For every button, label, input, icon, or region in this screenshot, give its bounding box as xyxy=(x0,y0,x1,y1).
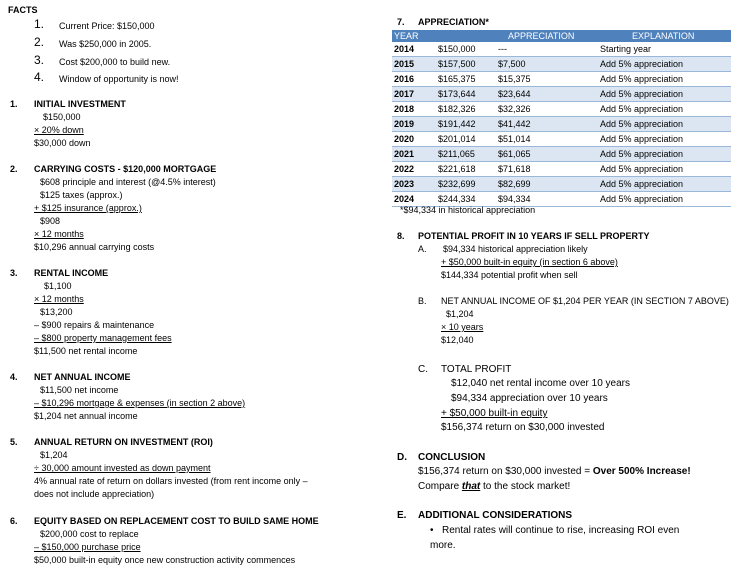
section-5-number: 5. xyxy=(10,437,18,447)
column-header: APPRECIATION xyxy=(496,30,598,42)
section-5-title: ANNUAL RETURN ON INVESTMENT (ROI) xyxy=(34,437,213,447)
section-4-title: NET ANNUAL INCOME xyxy=(34,372,131,382)
column-header: EXPLANATION xyxy=(598,30,731,42)
table-cell: $51,014 xyxy=(496,132,598,147)
section-7-number: 7. xyxy=(397,17,405,27)
section-5-line: $1,204 xyxy=(40,450,68,460)
section-8a-line: $94,334 historical appreciation likely xyxy=(443,244,588,254)
bullet-icon: • xyxy=(430,525,434,536)
table-cell: Add 5% appreciation xyxy=(598,177,731,192)
table-cell: $244,334 xyxy=(436,192,496,207)
section-6-line: – $150,000 purchase price xyxy=(34,542,141,552)
table-cell: Add 5% appreciation xyxy=(598,192,731,207)
section-8-title: POTENTIAL PROFIT IN 10 YEARS IF SELL PROPERTY xyxy=(418,231,650,241)
section-2-line: $125 taxes (approx.) xyxy=(40,190,123,200)
table-cell: $82,699 xyxy=(496,177,598,192)
considerations-line: more. xyxy=(430,540,456,551)
section-3-line: × 12 months xyxy=(34,294,84,304)
section-8c-line: $156,374 return on $30,000 invested xyxy=(441,422,605,433)
fact-number: 4. xyxy=(34,70,45,84)
table-cell: 2017 xyxy=(392,87,436,102)
section-8b-label: B. xyxy=(418,296,427,306)
section-1-title: INITIAL INVESTMENT xyxy=(34,99,126,109)
section-3-line: $11,500 net rental income xyxy=(34,346,138,356)
section-2-number: 2. xyxy=(10,164,18,174)
table-row xyxy=(392,117,731,132)
table-cell: $94,334 xyxy=(496,192,598,207)
section-2-line: $908 xyxy=(40,216,61,226)
table-cell: $157,500 xyxy=(436,57,496,72)
table-cell: $71,618 xyxy=(496,162,598,177)
table-cell: Add 5% appreciation xyxy=(598,147,731,162)
appreciation-footnote: *$94,334 in historical appreciation xyxy=(400,205,536,215)
section-2-line: + $125 insurance (approx.) xyxy=(34,203,142,213)
table-cell: $182,326 xyxy=(436,102,496,117)
table-cell: 2022 xyxy=(392,162,436,177)
conclusion-label: D. xyxy=(397,452,407,463)
table-cell: $61,065 xyxy=(496,147,598,162)
section-1-line: × 20% down xyxy=(34,125,84,135)
section-8c-line: + $50,000 built-in equity xyxy=(441,408,548,419)
table-cell: Add 5% appreciation xyxy=(598,162,731,177)
table-cell: $15,375 xyxy=(496,72,598,87)
table-row xyxy=(392,57,731,72)
section-1-line: $150,000 xyxy=(43,112,81,122)
section-5-line: 4% annual rate of return on dollars invested (from rent income only – xyxy=(34,476,308,486)
facts-title: FACTS xyxy=(8,5,38,15)
section-8c-line: $12,040 net rental income over 10 years xyxy=(451,378,630,389)
section-4-line: $1,204 net annual income xyxy=(34,411,138,421)
section-5-line: does not include appreciation) xyxy=(34,489,155,499)
appreciation-table-header-row xyxy=(392,30,731,42)
section-3-line: – $800 property management fees xyxy=(34,333,172,343)
section-4-line: $11,500 net income xyxy=(40,385,119,395)
section-6-number: 6. xyxy=(10,516,18,526)
table-cell: 2020 xyxy=(392,132,436,147)
fact-number: 3. xyxy=(34,53,45,67)
section-2-line: $608 principle and interest (@4.5% interest) xyxy=(40,177,216,187)
section-8c-label: C. xyxy=(418,364,428,375)
fact-text: Current Price: $150,000 xyxy=(59,21,155,31)
table-row xyxy=(392,177,731,192)
table-row xyxy=(392,132,731,147)
section-8b-line: $12,040 xyxy=(441,335,474,345)
table-cell: $32,326 xyxy=(496,102,598,117)
table-cell: $165,375 xyxy=(436,72,496,87)
section-6-title: EQUITY BASED ON REPLACEMENT COST TO BUILD SAME HOME xyxy=(34,516,319,526)
conclusion-title: CONCLUSION xyxy=(418,452,486,463)
table-cell: 2019 xyxy=(392,117,436,132)
table-cell: 2014 xyxy=(392,42,436,57)
table-cell: 2018 xyxy=(392,102,436,117)
section-1-number: 1. xyxy=(10,99,18,109)
column-header xyxy=(436,30,496,42)
section-8b-line: $1,204 xyxy=(446,309,474,319)
conclusion-line-2 xyxy=(418,481,570,492)
table-row xyxy=(392,102,731,117)
section-8a-line: $144,334 potential profit when sell xyxy=(441,270,578,280)
table-cell: $191,442 xyxy=(436,117,496,132)
table-cell: Add 5% appreciation xyxy=(598,102,731,117)
section-3-line: $13,200 xyxy=(40,307,73,317)
conclusion-text: to the stock market! xyxy=(480,481,571,492)
section-3-number: 3. xyxy=(10,268,18,278)
table-row xyxy=(392,147,731,162)
fact-number: 2. xyxy=(34,35,45,49)
section-3-line: – $900 repairs & maintenance xyxy=(34,320,155,330)
table-cell: $41,442 xyxy=(496,117,598,132)
conclusion-text: Compare xyxy=(418,481,462,492)
table-cell: 2021 xyxy=(392,147,436,162)
considerations-line: Rental rates will continue to rise, increasing ROI even xyxy=(442,525,680,536)
appreciation-table xyxy=(392,30,731,207)
table-cell: Add 5% appreciation xyxy=(598,72,731,87)
table-cell: $221,618 xyxy=(436,162,496,177)
table-cell: 2024 xyxy=(392,192,436,207)
section-8c-line: $94,334 appreciation over 10 years xyxy=(451,393,608,404)
conclusion-emphasis: that xyxy=(461,481,481,492)
section-5-line: ÷ 30,000 amount invested as down payment xyxy=(34,463,211,473)
section-1-line: $30,000 down xyxy=(34,138,91,148)
table-cell: $173,644 xyxy=(436,87,496,102)
section-8c-title: TOTAL PROFIT xyxy=(441,364,512,375)
table-cell: --- xyxy=(496,42,598,57)
section-8b-line: NET ANNUAL INCOME OF $1,204 PER YEAR (IN SECTION 7 ABOVE) xyxy=(441,296,729,306)
considerations-title: ADDITIONAL CONSIDERATIONS xyxy=(418,510,573,521)
table-cell: Add 5% appreciation xyxy=(598,117,731,132)
table-cell: Add 5% appreciation xyxy=(598,87,731,102)
table-row xyxy=(392,162,731,177)
table-cell: $201,014 xyxy=(436,132,496,147)
section-8a-label: A. xyxy=(418,244,427,254)
section-8b-line: × 10 years xyxy=(441,322,484,332)
section-4-line: – $10,296 mortgage & expenses (in section 2 above) xyxy=(34,398,246,408)
table-cell: 2015 xyxy=(392,57,436,72)
table-row xyxy=(392,72,731,87)
table-cell: Add 5% appreciation xyxy=(598,132,731,147)
conclusion-text: $156,374 return on $30,000 invested = xyxy=(418,466,593,477)
section-4-number: 4. xyxy=(10,372,18,382)
table-cell: Add 5% appreciation xyxy=(598,57,731,72)
conclusion-line-1 xyxy=(418,466,691,477)
appreciation-table-body xyxy=(392,42,731,207)
table-cell: $232,699 xyxy=(436,177,496,192)
section-2-line: $10,296 annual carrying costs xyxy=(34,242,155,252)
considerations-label: E. xyxy=(397,510,407,521)
column-header: YEAR xyxy=(392,30,436,42)
section-3-title: RENTAL INCOME xyxy=(34,268,109,278)
fact-number: 1. xyxy=(34,17,45,31)
section-8a-line: + $50,000 built-in equity (in section 6 above) xyxy=(441,257,618,267)
section-3-line: $1,100 xyxy=(44,281,72,291)
fact-text: Was $250,000 in 2005. xyxy=(59,39,152,49)
table-cell: $23,644 xyxy=(496,87,598,102)
section-2-line: × 12 months xyxy=(34,229,84,239)
table-cell: $7,500 xyxy=(496,57,598,72)
table-cell: Starting year xyxy=(598,42,731,57)
table-cell: 2023 xyxy=(392,177,436,192)
fact-text: Cost $200,000 to build new. xyxy=(59,57,171,67)
section-2-title: CARRYING COSTS - $120,000 MORTGAGE xyxy=(34,164,217,174)
fact-text: Window of opportunity is now! xyxy=(59,74,179,84)
table-cell: 2016 xyxy=(392,72,436,87)
section-8-number: 8. xyxy=(397,231,405,241)
conclusion-highlight: Over 500% Increase! xyxy=(592,466,691,477)
section-6-line: $50,000 built-in equity once new construction activity commences xyxy=(34,555,296,565)
table-row xyxy=(392,42,731,57)
table-cell: $150,000 xyxy=(436,42,496,57)
section-7-title: APPRECIATION* xyxy=(418,17,489,27)
section-6-line: $200,000 cost to replace xyxy=(40,529,139,539)
table-row xyxy=(392,87,731,102)
table-cell: $211,065 xyxy=(436,147,496,162)
